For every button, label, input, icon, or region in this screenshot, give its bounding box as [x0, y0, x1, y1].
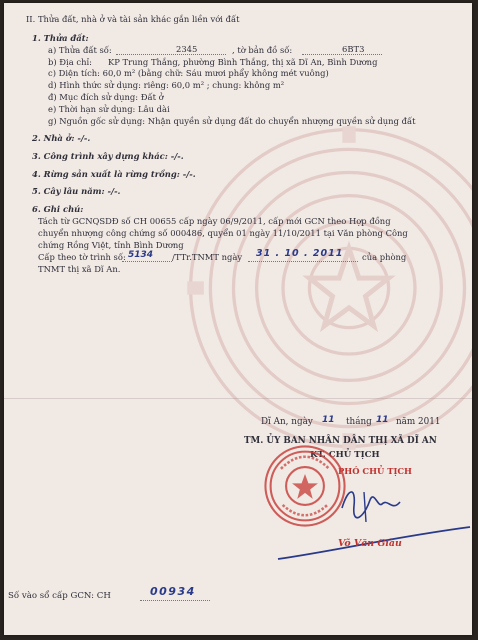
- item2-house: 2. Nhà ở: -/-.: [32, 133, 91, 143]
- role-kt-chairman: KT. CHỦ TỊCH: [310, 450, 380, 460]
- item3-construction: 3. Công trình xây dựng khác: -/-.: [32, 151, 184, 161]
- purpose-line: đ) Mục đích sử dụng: Đất ở: [48, 92, 164, 102]
- dotted-line: [116, 54, 226, 55]
- dotted-line: [122, 261, 172, 262]
- parcel-number-label: a) Thửa đất số:: [48, 45, 112, 55]
- dotted-line: [140, 600, 210, 601]
- item6-notes-title: 6. Ghi chú:: [32, 204, 84, 214]
- certificate-page: [4, 3, 472, 635]
- sign-month: 11: [376, 415, 389, 425]
- term-line: e) Thời hạn sử dụng: Lâu dài: [48, 104, 170, 114]
- address-label: b) Địa chỉ:: [48, 57, 92, 67]
- register-number-label: Số vào sổ cấp GCN: CH: [8, 591, 111, 601]
- dotted-line: [248, 261, 358, 262]
- report-number-suffix: /TTr.TNMT ngày: [172, 252, 243, 262]
- note-line-2: chuyển nhượng công chứng số 000486, quyển 01 ngày 11/10/2011 tại Văn phòng Công: [38, 228, 408, 238]
- usage-form-line: d) Hình thức sử dụng: riêng: 60,0 m² ; chung: không m²: [48, 80, 285, 90]
- department-name: TNMT thị xã Dĩ An.: [38, 264, 121, 274]
- report-number-handwritten: 5134: [128, 250, 154, 260]
- handwritten-signature: [334, 478, 424, 528]
- signatory-name: Võ Văn Giàu: [338, 538, 402, 549]
- register-number-handwritten: 00934: [150, 585, 196, 598]
- month-label: tháng: [346, 417, 372, 427]
- report-number-label: Cấp theo tờ trình số:: [38, 252, 126, 262]
- item4-forest: 4. Rừng sản xuất là rừng trồng: -/-.: [32, 169, 196, 179]
- place-date-prefix: Dĩ An, ngày: [261, 417, 313, 427]
- map-sheet-label: , tờ bản đồ số:: [232, 45, 293, 55]
- parcel-number-value: 2345: [176, 44, 198, 54]
- note-line-3: chứng Rồng Việt, tỉnh Bình Dương: [38, 240, 184, 250]
- dotted-line: [302, 54, 382, 55]
- area-line: c) Diện tích: 60,0 m² (bằng chữ: Sáu mươi phẩy không mét vuông): [48, 68, 329, 78]
- role-vice-chairman: PHÓ CHỦ TỊCH: [338, 466, 412, 476]
- drum-emblem-watermark: [184, 123, 472, 453]
- sign-day: 11: [322, 415, 335, 425]
- report-date-handwritten: 31 . 10 . 2011: [256, 248, 344, 259]
- sign-year: năm 2011: [396, 417, 441, 427]
- note-line-1: Tách từ GCNQSDĐ số CH 00655 cấp ngày 06/9/2011, cấp mới GCN theo Hợp đồng: [38, 216, 391, 226]
- item1-title: 1. Thửa đất:: [32, 33, 89, 43]
- of-department-label: của phòng: [362, 252, 407, 262]
- map-sheet-value: 6BT3: [342, 44, 365, 54]
- authority-name: TM. ỦY BAN NHÂN DÂN THỊ XÃ DĨ AN: [244, 436, 437, 446]
- paper-fold-line: [4, 398, 472, 399]
- address-value: KP Trung Thắng, phường Bình Thắng, thị xã Dĩ An, Bình Dương: [108, 57, 378, 67]
- item5-trees: 5. Cây lâu năm: -/-.: [32, 186, 121, 196]
- origin-line: g) Nguồn gốc sử dụng: Nhận quyền sử dụng đất do chuyển nhượng quyền sử dụng đất: [48, 116, 416, 126]
- section-heading: II. Thửa đất, nhà ở và tài sản khác gắn liền với đất: [26, 14, 240, 24]
